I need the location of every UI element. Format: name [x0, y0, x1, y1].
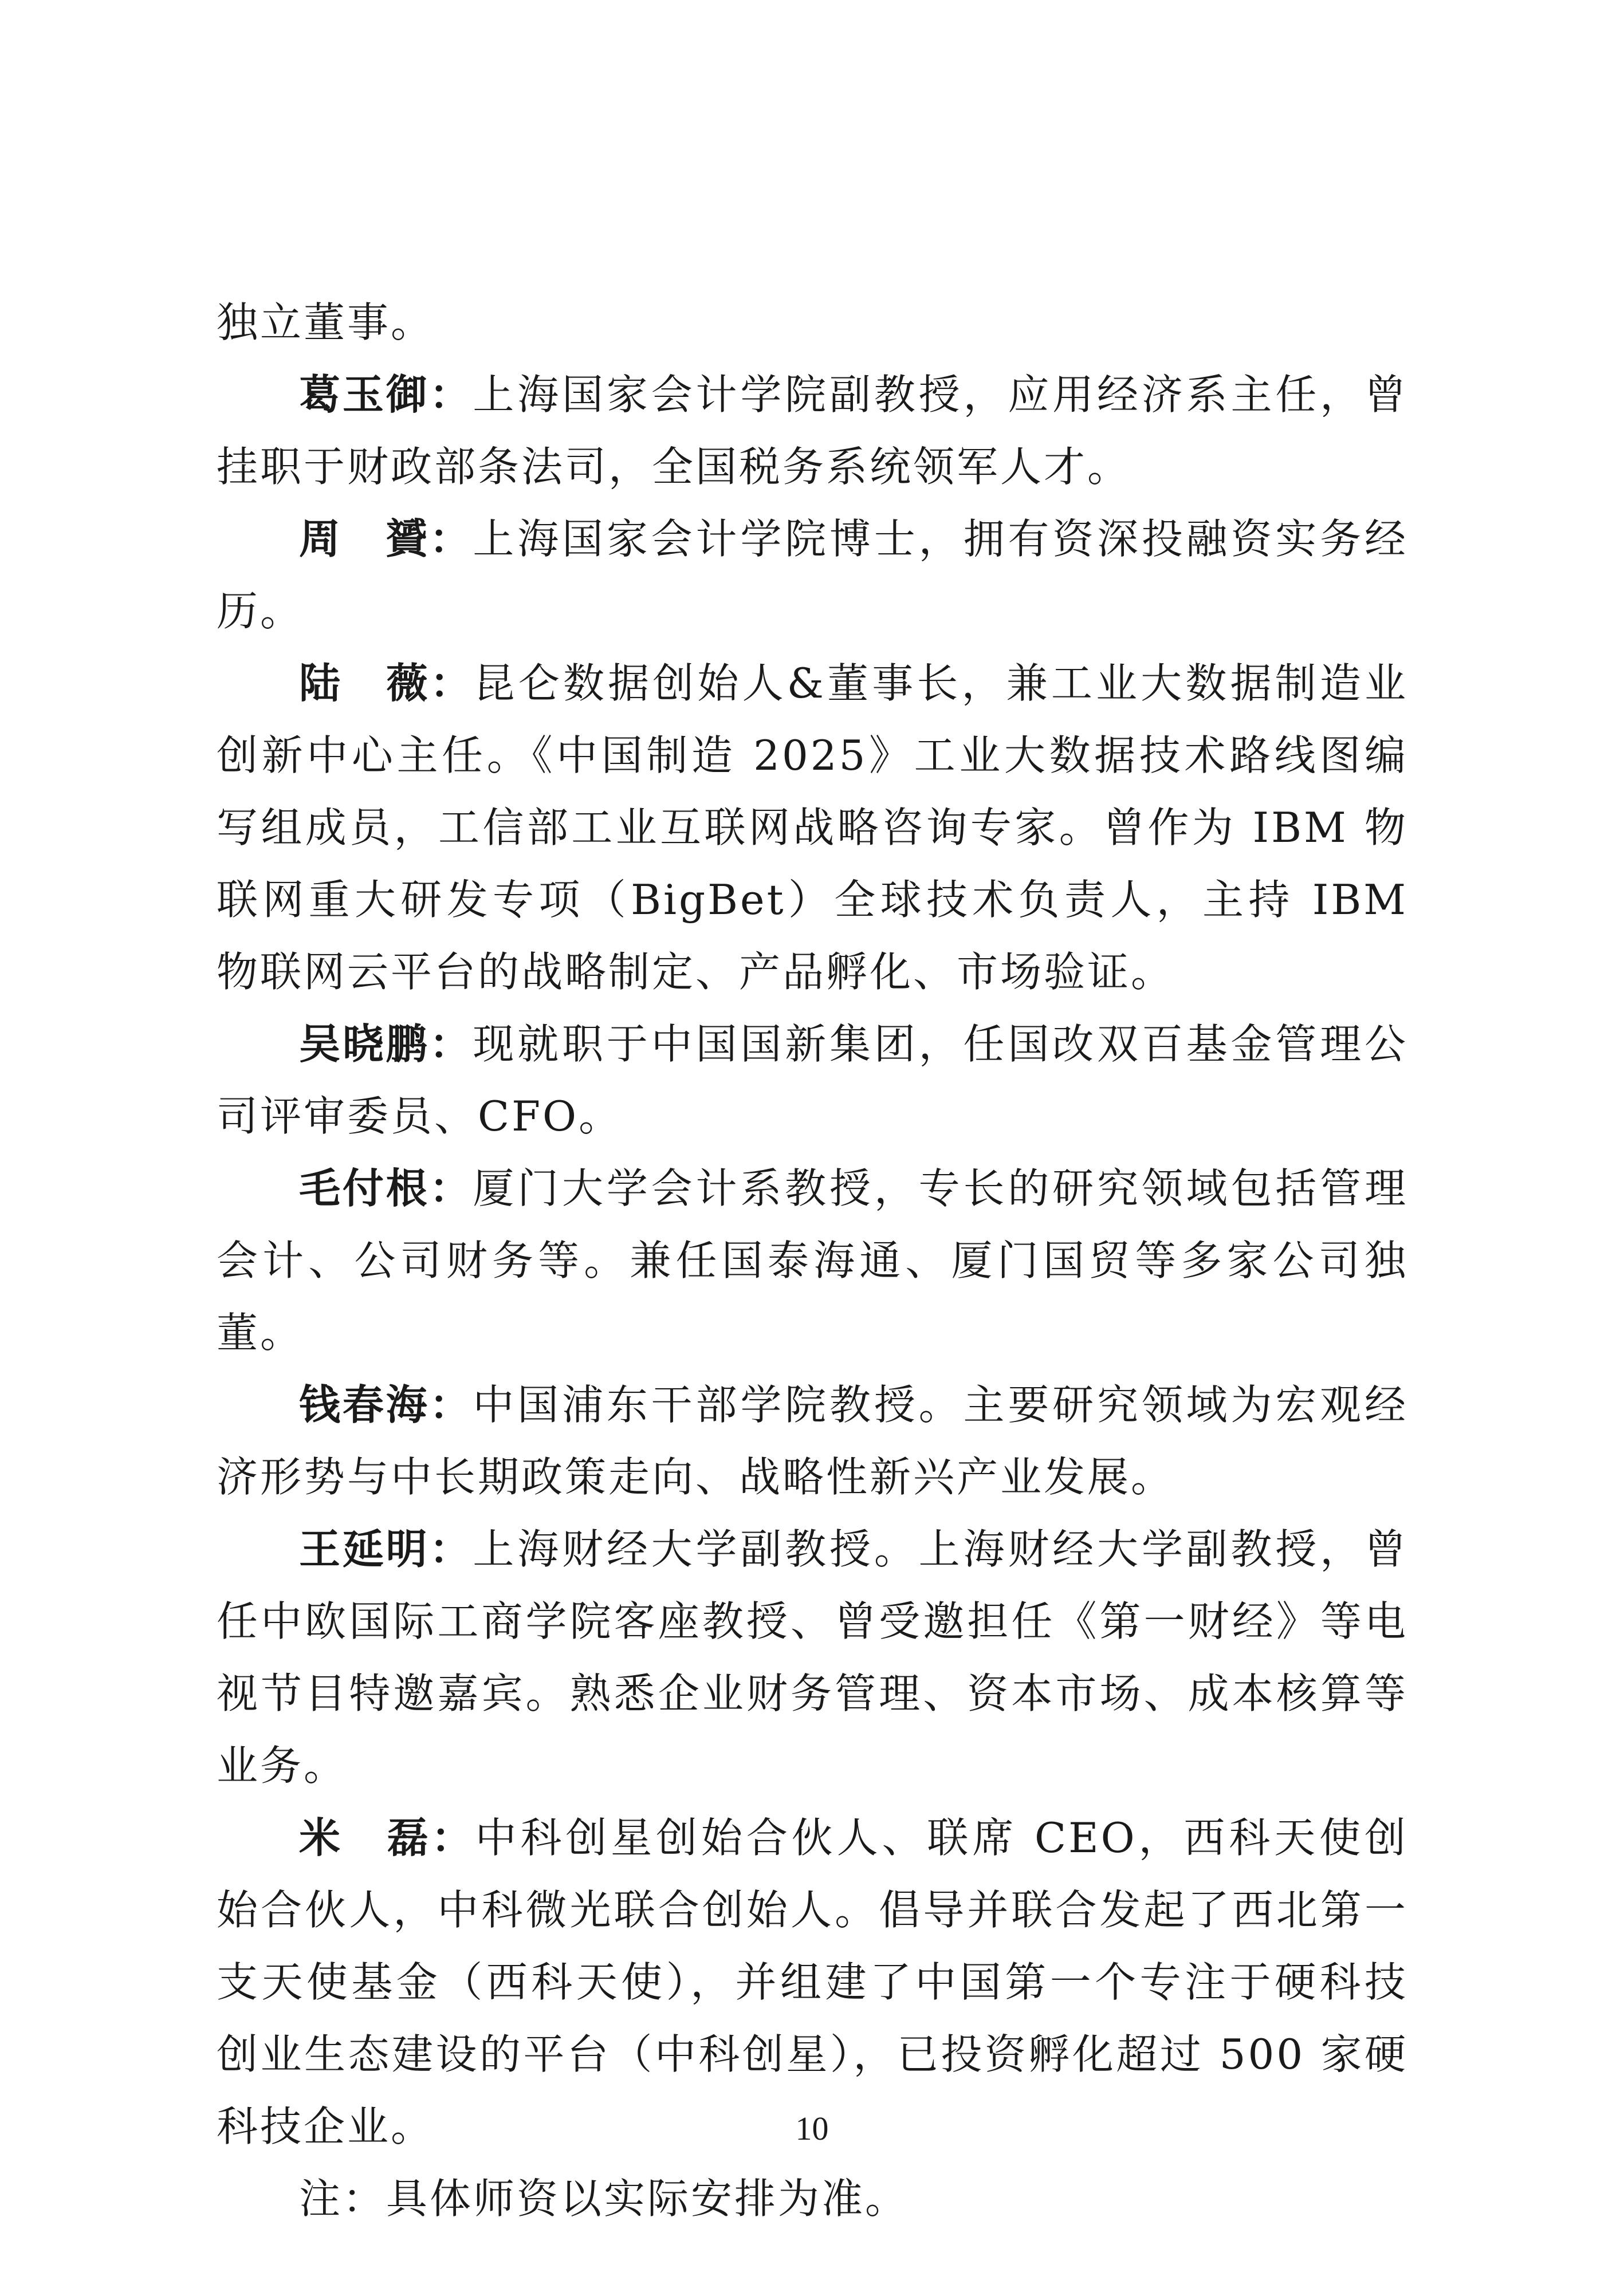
faculty-description: 中科创星创始合伙人、联席 CEO，西科天使创始合伙人，中科微光联合创始人。倡导并联合发起了西北第一支天使基金（西科天使），并组建了中国第一个专注于硬科技创业生态建设的平台（中科创星），已投资孵化超过 500 家硬科技企业。: [217, 1814, 1408, 2151]
faculty-description: 厦门大学会计系教授，专长的研究领域包括管理会计、公司财务等。兼任国泰海通、厦门国贸等多家公司独董。: [217, 1164, 1408, 1357]
faculty-name: 毛付根：: [299, 1164, 473, 1212]
faculty-entry-mao-fugen: [217, 1152, 1408, 1369]
faculty-name: 钱春海：: [299, 1381, 473, 1429]
faculty-description: 昆仑数据创始人&董事长，兼工业大数据制造业创新中心主任。《中国制造 2025》工业大数据技术路线图编写组成员，工信部工业互联网战略咨询专家。曾作为 IBM 物联网重大研发专项（BigBet）全球技术负责人，主持 IBM 物联网云平台的战略制定、产品孵化、市场验证。: [217, 659, 1408, 996]
faculty-name: 葛玉御：: [299, 371, 473, 419]
note-paragraph: 注：具体师资以实际安排为准。: [299, 2175, 909, 2223]
faculty-list: [217, 286, 1408, 2235]
continuation-paragraph: 独立董事。: [217, 298, 435, 346]
faculty-entry-qian-chunhai: [217, 1369, 1408, 1513]
faculty-description: 上海国家会计学院博士，拥有资深投融资实务经历。: [217, 515, 1408, 635]
faculty-description: 上海财经大学副教授。上海财经大学副教授，曾任中欧国际工商学院客座教授、曾受邀担任《第一财经》等电视节目特邀嘉宾。熟悉企业财务管理、资本市场、成本核算等业务。: [217, 1525, 1408, 1790]
page-number: 10: [795, 2110, 829, 2147]
faculty-entry-wu-xiaopeng: [217, 1008, 1408, 1152]
faculty-entry-zhou-yun: [217, 503, 1408, 647]
faculty-name: 米 磊：: [299, 1814, 475, 1862]
faculty-description: 现就职于中国国新集团，任国改双百基金管理公司评审委员、CFO。: [217, 1020, 1408, 1140]
faculty-name: 吴晓鹏：: [299, 1020, 473, 1068]
faculty-name: 周 贇：: [299, 515, 473, 563]
faculty-description: 上海国家会计学院副教授，应用经济系主任，曾挂职于财政部条法司，全国税务系统领军人才。: [217, 371, 1408, 491]
faculty-entry-wang-yanming: [217, 1513, 1408, 1802]
faculty-name: 陆 薇：: [299, 659, 474, 707]
faculty-description: 中国浦东干部学院教授。主要研究领域为宏观经济形势与中长期政策走向、战略性新兴产业发展。: [217, 1381, 1408, 1501]
faculty-entry-ge-yuyu: [217, 359, 1408, 503]
faculty-entry-lu-wei: [217, 647, 1408, 1008]
faculty-name: 王延明：: [299, 1525, 473, 1573]
